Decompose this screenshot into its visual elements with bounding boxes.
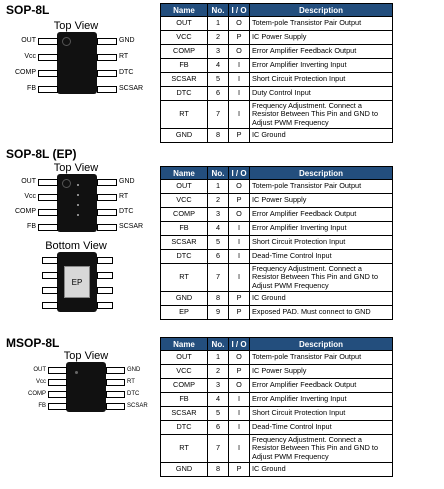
table-cell: 9 [208, 306, 229, 320]
section-title-msop8l: MSOP-8L [6, 336, 60, 350]
table-cell: 4 [208, 59, 229, 73]
pin-label-right: DTC [119, 69, 134, 76]
top-view-label-msop: Top View [63, 350, 109, 362]
table-cell: 3 [208, 379, 229, 393]
table-cell: I [229, 250, 250, 264]
table-header-cell: I / O [229, 4, 250, 17]
table-cell: RT [161, 101, 208, 129]
table-cell: 7 [208, 435, 229, 463]
table-cell: 2 [208, 31, 229, 45]
table-cell: 3 [208, 208, 229, 222]
table-cell: Totem-pole Transistor Pair Output [250, 17, 393, 31]
table-row [161, 351, 393, 365]
table-header-cell: Name [161, 4, 208, 17]
table-cell: VCC [161, 194, 208, 208]
table-cell: SCSAR [161, 73, 208, 87]
table-cell: Frequency Adjustment. Connect a Resistor Between This Pin and GND to Adjust PWM Frequency [250, 101, 393, 129]
table-cell: P [229, 194, 250, 208]
table-cell: 3 [208, 45, 229, 59]
table-cell: 6 [208, 421, 229, 435]
table-cell: 8 [208, 463, 229, 477]
msop8l-package-diagram [0, 362, 150, 417]
pin-label-right: SCSAR [127, 403, 148, 409]
ic-chip-body [66, 362, 106, 412]
pin-lead-left [42, 257, 58, 264]
table-cell: GND [161, 292, 208, 306]
pin-label-left: Vcc [24, 53, 36, 60]
table-cell: 1 [208, 17, 229, 31]
table-cell: DTC [161, 250, 208, 264]
pin-lead-right [97, 272, 113, 279]
table-cell: 2 [208, 365, 229, 379]
table-cell: Exposed PAD. Must connect to GND [250, 306, 393, 320]
table-row [161, 101, 393, 129]
table-cell: 5 [208, 73, 229, 87]
table-header-cell: No. [208, 338, 229, 351]
pin-lead-right [97, 224, 117, 231]
table-row [161, 292, 393, 306]
pin-lead-right [97, 302, 113, 309]
pin-lead-right [97, 54, 117, 61]
pin-label-left: COMP [15, 208, 36, 215]
table-cell: RT [161, 264, 208, 292]
pin-label-right: SCSAR [119, 223, 144, 230]
table-cell: 6 [208, 87, 229, 101]
pin-lead-left [38, 38, 58, 45]
pin-label-right: DTC [119, 208, 134, 215]
table-cell: 6 [208, 250, 229, 264]
table-row [161, 236, 393, 250]
pin-label-right: RT [119, 193, 129, 200]
pin-label-right: RT [119, 53, 129, 60]
pin-lead-left [42, 287, 58, 294]
pin-lead-left [38, 209, 58, 216]
table-cell: O [229, 379, 250, 393]
table-cell: P [229, 306, 250, 320]
table-cell: Error Amplifier Feedback Output [250, 379, 393, 393]
table-row [161, 59, 393, 73]
pin-lead-right [97, 86, 117, 93]
pin-lead-right [106, 367, 125, 374]
pin-label-right: GND [119, 178, 135, 185]
pin-label-left: COMP [28, 391, 46, 397]
table-cell: DTC [161, 87, 208, 101]
section-title-sop8l-ep: SOP-8L (EP) [6, 147, 77, 161]
table-cell: P [229, 365, 250, 379]
table-row [161, 393, 393, 407]
thermal-via-icon [77, 184, 79, 186]
ic-chip-body [57, 174, 97, 232]
table-cell: Dead-Time Control Input [250, 250, 393, 264]
table-cell: OUT [161, 180, 208, 194]
pin-lead-right [97, 287, 113, 294]
pin-lead-right [97, 194, 117, 201]
table-cell: VCC [161, 31, 208, 45]
thermal-via-icon [77, 194, 79, 196]
table-header-cell: Description [250, 167, 393, 180]
pin-lead-right [106, 379, 125, 386]
table-cell: SCSAR [161, 236, 208, 250]
table-row [161, 407, 393, 421]
table-cell: FB [161, 393, 208, 407]
table-cell: Frequency Adjustment. Connect a Resistor Between This Pin and GND to Adjust PWM Frequency [250, 435, 393, 463]
pin-lead-right [97, 257, 113, 264]
table-cell: DTC [161, 421, 208, 435]
pin-label-right: SCSAR [119, 85, 144, 92]
table-cell: I [229, 435, 250, 463]
table-cell: EP [161, 306, 208, 320]
table-cell: O [229, 180, 250, 194]
table-cell: IC Power Supply [250, 194, 393, 208]
table-row [161, 306, 393, 320]
table-header-cell: I / O [229, 167, 250, 180]
table-cell: 1 [208, 180, 229, 194]
table-row [161, 435, 393, 463]
sop8l-ep-bottom-view-diagram [0, 252, 150, 314]
pin-lead-left [38, 224, 58, 231]
table-row [161, 365, 393, 379]
table-cell: Error Amplifier Inverting Input [250, 393, 393, 407]
pin-label-right: DTC [127, 391, 140, 397]
pin-lead-right [106, 391, 125, 398]
pin-lead-left [48, 391, 67, 398]
table-cell: O [229, 17, 250, 31]
pin-label-right: RT [127, 379, 135, 385]
table-header-cell: Name [161, 338, 208, 351]
table-cell: IC Ground [250, 129, 393, 143]
table-row [161, 222, 393, 236]
table-cell: P [229, 129, 250, 143]
table-cell: I [229, 73, 250, 87]
pin-label-left: OUT [21, 37, 36, 44]
pin-table-sop8l-ep [160, 166, 393, 320]
table-header-cell: Description [250, 338, 393, 351]
table-row [161, 17, 393, 31]
table-cell: I [229, 407, 250, 421]
table-row [161, 264, 393, 292]
table-cell: Error Amplifier Inverting Input [250, 222, 393, 236]
table-cell: Duty Control Input [250, 87, 393, 101]
pin-lead-right [97, 179, 117, 186]
table-cell: IC Ground [250, 292, 393, 306]
pin-table-sop8l [160, 3, 393, 143]
table-cell: 5 [208, 236, 229, 250]
table-cell: I [229, 236, 250, 250]
table-row [161, 31, 393, 45]
table-cell: IC Power Supply [250, 365, 393, 379]
table-row [161, 194, 393, 208]
pin-lead-left [48, 367, 67, 374]
bottom-view-label: Bottom View [45, 240, 107, 252]
table-cell: Frequency Adjustment. Connect a Resistor Between This Pin and GND to Adjust PWM Frequency [250, 264, 393, 292]
pin-label-left: FB [27, 85, 36, 92]
table-row [161, 73, 393, 87]
table-row [161, 208, 393, 222]
table-row [161, 129, 393, 143]
pin-lead-left [42, 302, 58, 309]
table-header-cell: Description [250, 4, 393, 17]
pin-lead-left [48, 379, 67, 386]
table-cell: Error Amplifier Inverting Input [250, 59, 393, 73]
pin-lead-left [48, 403, 67, 410]
table-cell: O [229, 45, 250, 59]
section-title-sop8l: SOP-8L [6, 3, 50, 17]
table-cell: I [229, 421, 250, 435]
pin-lead-right [97, 38, 117, 45]
table-cell: OUT [161, 17, 208, 31]
table-cell: Totem-pole Transistor Pair Output [250, 351, 393, 365]
table-cell: VCC [161, 365, 208, 379]
table-cell: O [229, 351, 250, 365]
table-cell: GND [161, 463, 208, 477]
sop8l-package-diagram [0, 32, 150, 102]
table-cell: P [229, 463, 250, 477]
table-cell: Dead-Time Control Input [250, 421, 393, 435]
table-header-cell: No. [208, 167, 229, 180]
table-row [161, 379, 393, 393]
table-cell: FB [161, 59, 208, 73]
table-cell: O [229, 208, 250, 222]
table-cell: IC Ground [250, 463, 393, 477]
table-cell: I [229, 393, 250, 407]
table-row [161, 45, 393, 59]
table-cell: RT [161, 435, 208, 463]
table-cell: Error Amplifier Feedback Output [250, 45, 393, 59]
table-cell: I [229, 101, 250, 129]
sop8l-ep-package-diagram [0, 174, 150, 236]
table-cell: GND [161, 129, 208, 143]
pin1-marker-icon [62, 37, 71, 46]
table-cell: P [229, 31, 250, 45]
table-cell: Short Circuit Protection Input [250, 73, 393, 87]
table-row [161, 250, 393, 264]
pin-label-right: GND [119, 37, 135, 44]
top-view-label-ep: Top View [53, 162, 99, 174]
table-cell: IC Power Supply [250, 31, 393, 45]
thermal-via-icon [77, 214, 79, 216]
table-cell: Error Amplifier Feedback Output [250, 208, 393, 222]
table-cell: 4 [208, 222, 229, 236]
table-cell: I [229, 222, 250, 236]
pin-lead-left [38, 179, 58, 186]
table-cell: COMP [161, 208, 208, 222]
pin-label-left: Vcc [35, 379, 46, 385]
table-cell: P [229, 292, 250, 306]
table-cell: 4 [208, 393, 229, 407]
table-cell: I [229, 264, 250, 292]
table-cell: I [229, 59, 250, 73]
table-cell: 8 [208, 292, 229, 306]
table-cell: Short Circuit Protection Input [250, 236, 393, 250]
pin1-marker-icon [75, 371, 78, 374]
pin-label-left: OUT [21, 178, 36, 185]
table-cell: 2 [208, 194, 229, 208]
table-cell: 5 [208, 407, 229, 421]
pin-label-left: FB [38, 403, 46, 409]
pin-lead-left [38, 70, 58, 77]
thermal-via-icon [77, 204, 79, 206]
table-cell: OUT [161, 351, 208, 365]
pin-lead-left [42, 272, 58, 279]
exposed-pad: EP [64, 266, 90, 298]
table-cell: 1 [208, 351, 229, 365]
table-header-cell: No. [208, 4, 229, 17]
pin-lead-right [97, 209, 117, 216]
pin-label-left: FB [27, 223, 36, 230]
pin-table-msop8l [160, 337, 393, 477]
table-cell: COMP [161, 45, 208, 59]
table-row [161, 87, 393, 101]
pin-label-left: COMP [15, 69, 36, 76]
table-cell: I [229, 87, 250, 101]
table-cell: SCSAR [161, 407, 208, 421]
pin1-marker-icon [62, 179, 71, 188]
table-row [161, 421, 393, 435]
table-cell: Totem-pole Transistor Pair Output [250, 180, 393, 194]
table-cell: 7 [208, 101, 229, 129]
table-header-cell: Name [161, 167, 208, 180]
table-row [161, 463, 393, 477]
pin-label-left: Vcc [24, 193, 36, 200]
pin-lead-right [106, 403, 125, 410]
pin-label-left: OUT [33, 367, 46, 373]
table-cell: 8 [208, 129, 229, 143]
pin-lead-left [38, 54, 58, 61]
pin-lead-left [38, 86, 58, 93]
table-cell: FB [161, 222, 208, 236]
pin-lead-right [97, 70, 117, 77]
pin-lead-left [38, 194, 58, 201]
top-view-label: Top View [53, 20, 99, 32]
table-cell: 7 [208, 264, 229, 292]
ic-chip-body [57, 32, 97, 94]
table-row [161, 180, 393, 194]
table-cell: Short Circuit Protection Input [250, 407, 393, 421]
table-cell: COMP [161, 379, 208, 393]
table-header-cell: I / O [229, 338, 250, 351]
pin-label-right: GND [127, 367, 141, 373]
